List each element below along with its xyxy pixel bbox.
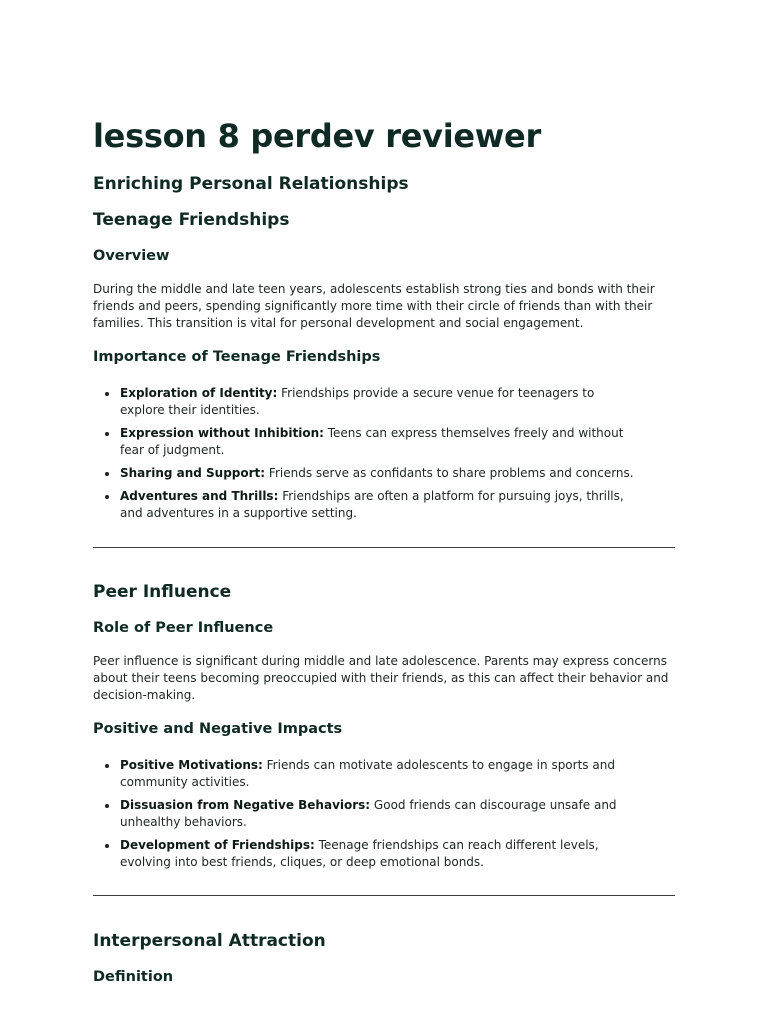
list-item-term: Exploration of Identity: xyxy=(120,386,278,400)
role-heading: Role of Peer Influence xyxy=(93,620,274,636)
importance-heading: Importance of Teenage Friendships xyxy=(93,349,381,365)
teenage-friendships-heading: Teenage Friendships xyxy=(93,210,290,230)
list-item xyxy=(93,757,640,791)
list-item-term: Expression without Inhibition: xyxy=(120,426,324,440)
definition-heading: Definition xyxy=(93,969,174,985)
document-title: lesson 8 perdev reviewer xyxy=(93,117,541,155)
importance-list xyxy=(93,385,675,528)
impacts-heading: Positive and Negative Impacts xyxy=(93,721,343,737)
list-item-text: Teenage friendships can reach different levels, evolving into best friends, cliques, or deep emotional bonds. xyxy=(120,838,599,869)
list-item-text: Teens can express themselves freely and without fear of judgment. xyxy=(120,426,624,457)
list-item xyxy=(93,488,640,522)
section-divider xyxy=(93,895,675,896)
section-title: Enriching Personal Relationships xyxy=(93,174,409,194)
overview-paragraph: During the middle and late teen years, adolescents establish strong ties and bonds with their friends and peers, spending significantly more time with their circle of friends than with their families. This transition is vital for personal development and social engagement. xyxy=(93,282,655,330)
list-item xyxy=(93,837,640,871)
list-item-term: Dissuasion from Negative Behaviors: xyxy=(120,798,371,812)
list-item-text: Good friends can discourage unsafe and unhealthy behaviors. xyxy=(120,798,617,829)
list-item-text: Friendships are often a platform for pursuing joys, thrills, and adventures in a supportive setting. xyxy=(120,489,624,520)
list-item-term: Positive Motivations: xyxy=(120,758,263,772)
list-item-term: Development of Friendships: xyxy=(120,838,315,852)
list-item-text: Friends can motivate adolescents to engage in sports and community activities. xyxy=(120,758,615,789)
list-item-text: Friends serve as confidants to share problems and concerns. xyxy=(265,466,634,480)
list-item-text: Friendships provide a secure venue for teenagers to explore their identities. xyxy=(120,386,595,417)
interpersonal-attraction-heading: Interpersonal Attraction xyxy=(93,931,326,951)
peer-influence-heading: Peer Influence xyxy=(93,582,232,602)
list-item xyxy=(93,385,640,419)
list-item xyxy=(93,797,640,831)
overview-heading: Overview xyxy=(93,248,170,264)
list-item-term: Adventures and Thrills: xyxy=(120,489,279,503)
impacts-list xyxy=(93,757,675,877)
list-item xyxy=(93,465,640,482)
section-divider xyxy=(93,547,675,548)
list-item-term: Sharing and Support: xyxy=(120,466,266,480)
list-item xyxy=(93,425,640,459)
role-paragraph: Peer influence is significant during middle and late adolescence. Parents may express concerns about their teens becoming preoccupied with their friends, as this can affect their behavior and decision-making. xyxy=(93,654,669,702)
